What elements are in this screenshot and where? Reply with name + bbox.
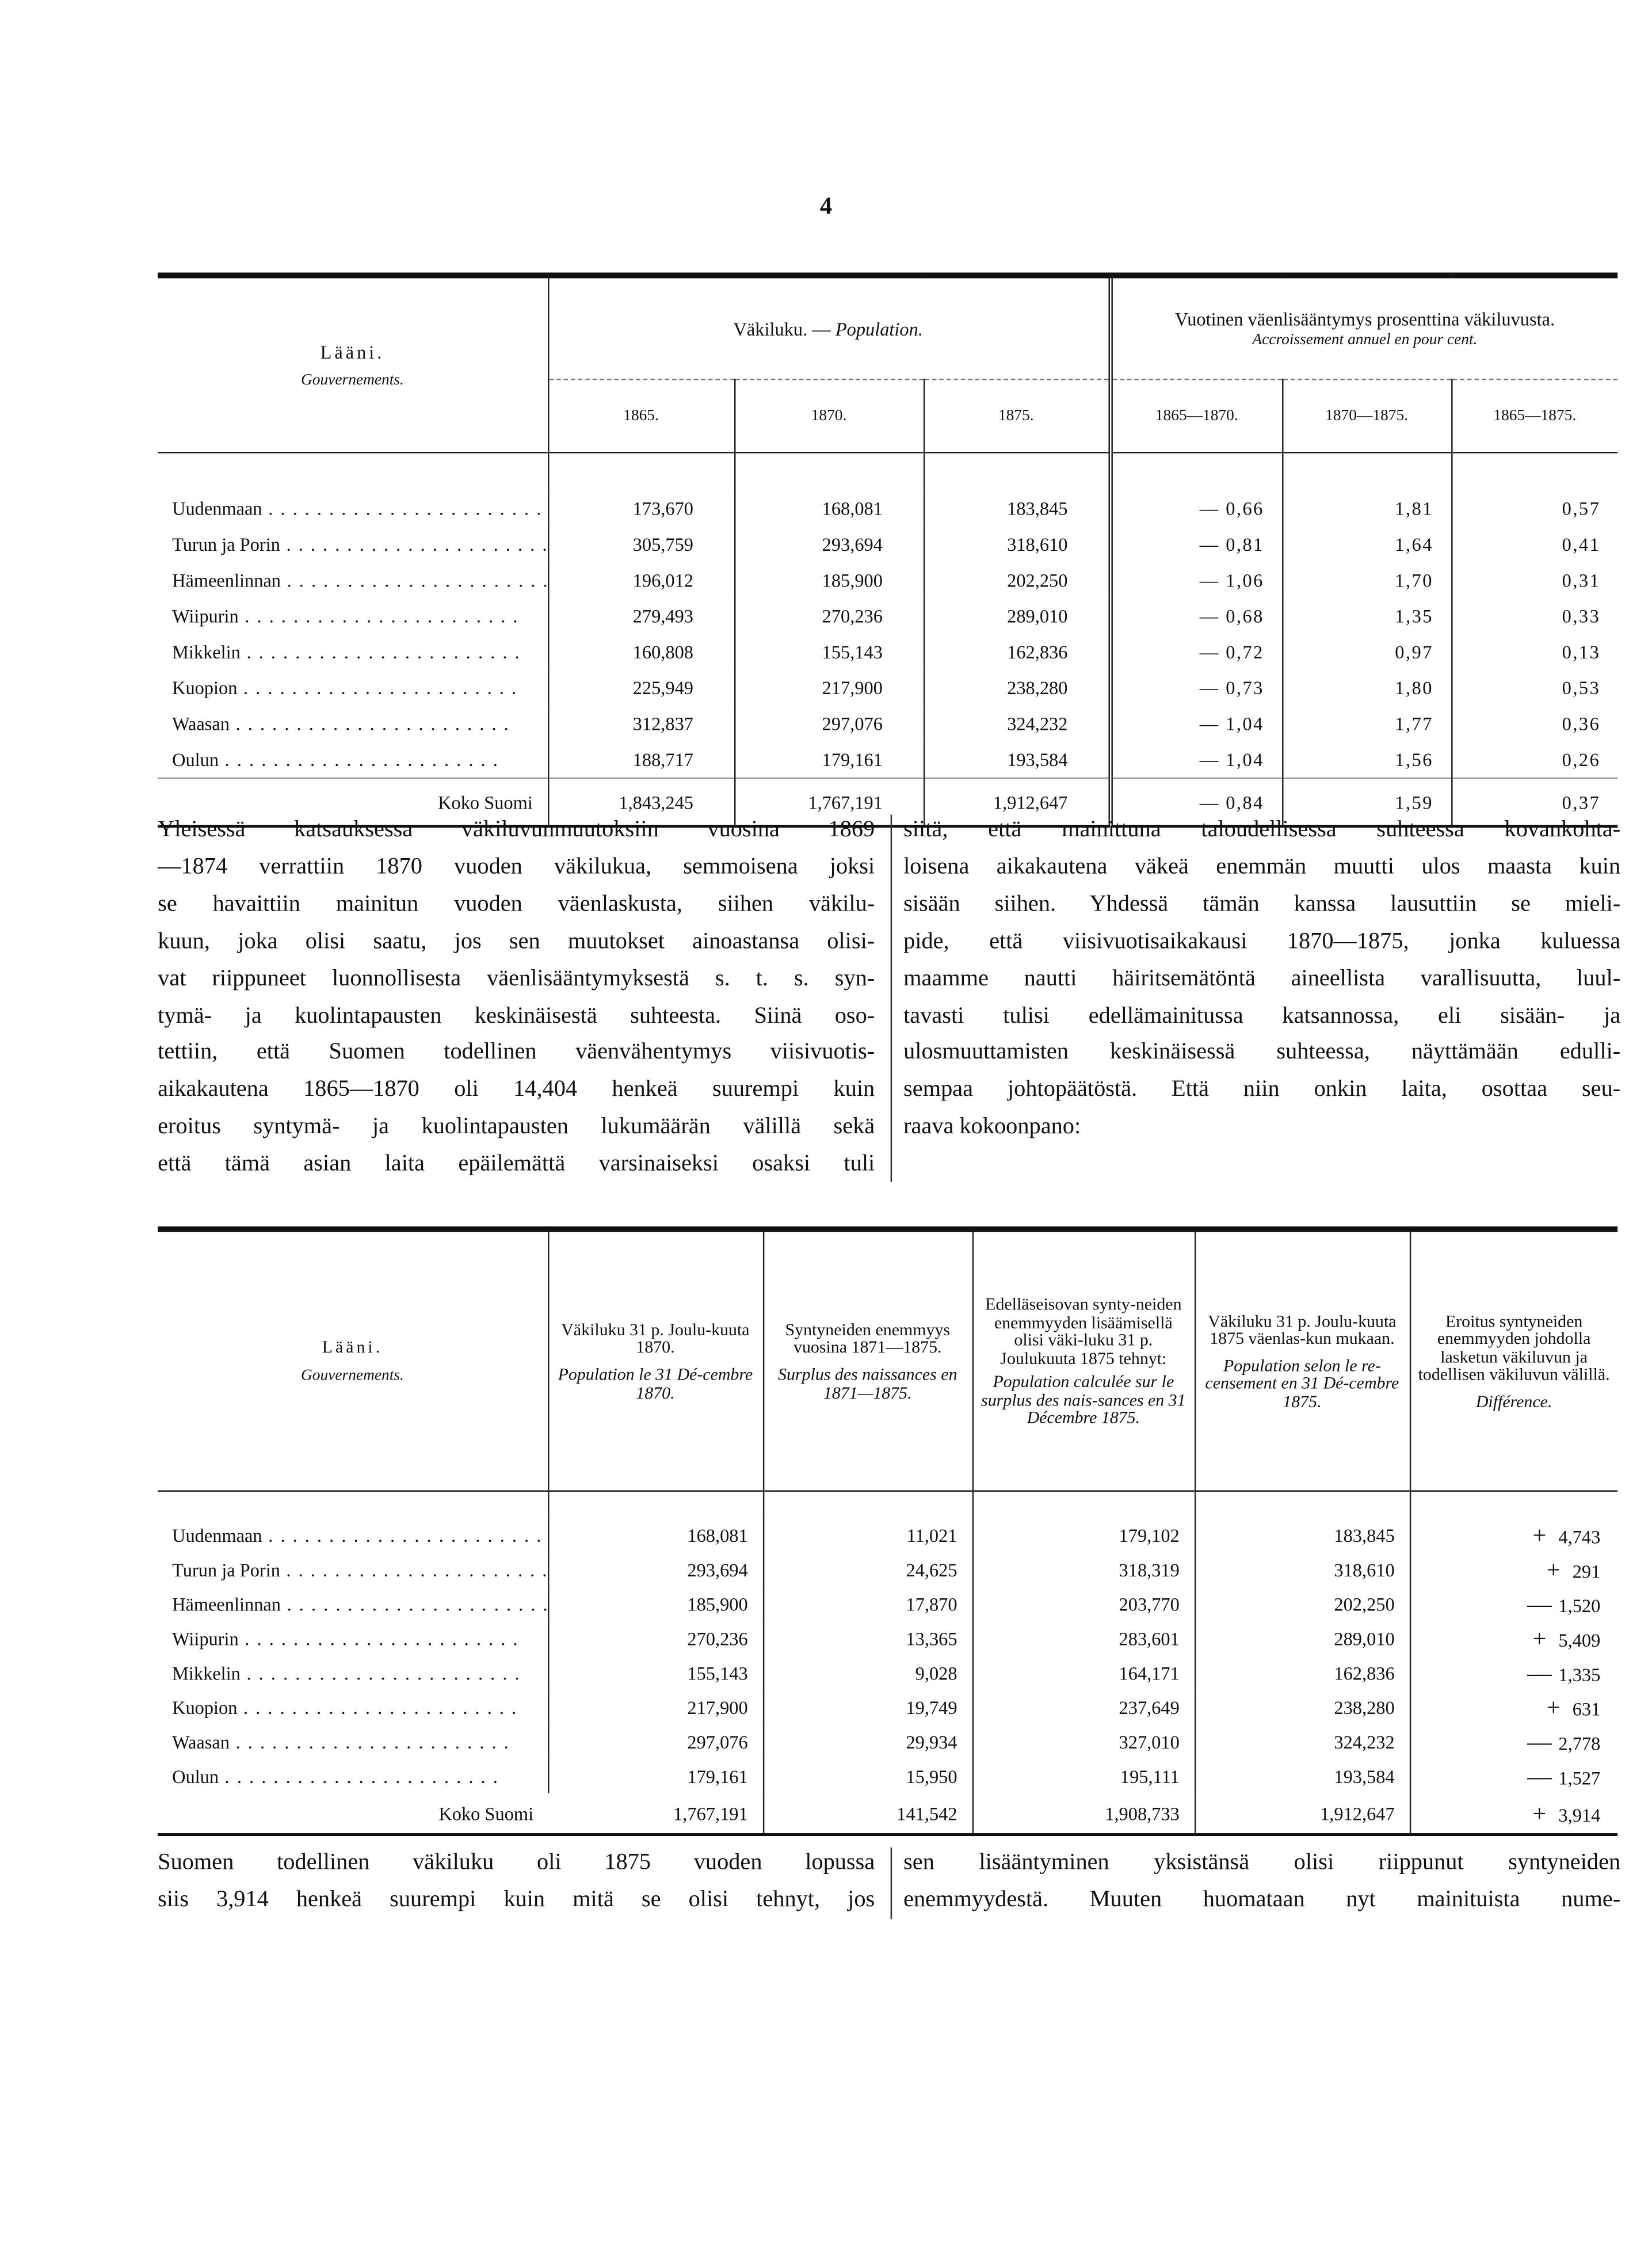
table-row: Kuopion . . . 217,900 19,749 237,649 238,280 + 631 xyxy=(158,1690,1617,1724)
text-column-right: siitä, että mainittuna taloudellisessa suhteessa kovankohta- loisena aikakautena väkeä enemmän muutti ulos maasta kuin sisään siihen. Yhdessä tämän kanssa lausuttiin se mieli- pide, että viisivuotisaikakausi 1870—1875, jonka kuluessa maamme nautti häiritsemätöntä aineellista varallisuutta, luul- tavasti tulisi edellämainitussa katsannossa, eli sisään- ja ulosmuuttamisten keskinäisessä suhteessa, näyttämään edulli- sempaa johtopäätöstä. Että niin onkin laita, osottaa seu- raava kokoonpano: xyxy=(903,816,1621,1140)
header-population-1870: Väkiluku 31 p. Joulu-kuuta 1870. Population le 31 Dé-cembre 1870. xyxy=(548,1229,763,1491)
header-laani-fr: Gouvernements. xyxy=(300,1366,404,1384)
table-row: Oulun . . . 179,161 15,950 195,111 193,584 — 1,527 xyxy=(158,1758,1617,1793)
header-growth-fi: Vuotinen väenlisääntymys prosenttina väkiluvusta. xyxy=(1174,307,1555,329)
period-1865-1870: 1865—1870. xyxy=(1110,379,1282,452)
sign-mark: — xyxy=(1527,1659,1552,1686)
text-column-right: sen lisääntyminen yksistänsä olisi riippunut syntyneiden enemmyydestä. Muuten huomataan nyt mainituista nume- xyxy=(903,1849,1621,1912)
header-vakiluku-fi: Väkiluku. — xyxy=(733,318,831,340)
header-calculated-population: Edelläseisovan synty-neiden enemmyyden lisäämisellä olisi väki-luku 31 p. Joulukuuta 1875 tehnyt: Population calculée sur le surplus des nais-sances en 31 Décembre 1875. xyxy=(972,1229,1195,1491)
total-row: Koko Suomi 1,843,245 1,767,191 1,912,647 — 0,84 1,59 0,37 xyxy=(158,778,1617,826)
table-row: Waasan . . . 297,076 29,934 327,010 324,232 — 2,778 xyxy=(158,1724,1617,1759)
header-census-population-1875: Väkiluku 31 p. Joulu-kuuta 1875 väenlas-kun mukaan. Population selon le re-censement en 31 Dé-cembre 1875. xyxy=(1195,1229,1410,1491)
header-laani-fi: Lääni. xyxy=(320,340,385,363)
header-laani xyxy=(158,276,548,453)
year-1875: 1875. xyxy=(924,379,1110,452)
text-column-left: Yleisessä katsauksessa väkiluvunmuutoksiin vuosina 1869 —1874 verrattiin 1870 vuoden väkilukua, semmoisena joksi se havaittiin mainitun vuoden väenlaskusta, siihen väkilu- kuun, joka olisi saatu, jos sen muutokset ainoastansa olisi- vat riippuneet luonnollisesta väenlisääntymyksestä s. t. s. syn- tymä- ja kuolintapausten keskinäisestä suhteesta. Siinä oso- tettiin, että Suomen todellinen väenvähentymys viisivuotis- aikakautena 1865—1870 oli 14,404 henkeä suurempi kuin eroitus syntymä- ja kuolintapausten lukumäärän välillä sekä että tämä asian laita epäilemättä varsinaiseksi osaksi tuli xyxy=(158,816,875,1176)
period-1870-1875: 1870—1875. xyxy=(1282,379,1451,452)
sign-mark: + xyxy=(1546,1693,1561,1721)
year-1865: 1865. xyxy=(548,379,734,452)
table-row: Oulun . . . 188,717 179,161 193,584 — 1,04 1,56 0,26 xyxy=(158,741,1617,778)
table-row: Wiipurin . . . 270,236 13,365 283,601 289,010 + 5,409 xyxy=(158,1621,1617,1655)
table-row: Turun ja Porin . . . 293,694 24,625 318,319 318,610 + 291 xyxy=(158,1552,1617,1587)
header-growth xyxy=(1110,276,1617,380)
year-1870: 1870. xyxy=(734,379,924,452)
table-row: Wiipurin . . . 279,493 270,236 289,010 — 0,68 1,35 0,33 xyxy=(158,598,1617,634)
table-row: Hämeenlinnan . . . 185,900 17,870 203,770 202,250 — 1,520 xyxy=(158,1586,1617,1621)
table-row: Turun ja Porin . . . 305,759 293,694 318,610 — 0,81 1,64 0,41 xyxy=(158,527,1617,562)
table-row: Mikkelin . . . 160,808 155,143 162,836 — 0,72 0,97 0,13 xyxy=(158,634,1617,670)
sign-mark: + xyxy=(1532,1624,1547,1652)
column-divider xyxy=(891,815,892,1182)
table-row: Kuopion . . . 225,949 217,900 238,280 — 0,73 1,80 0,53 xyxy=(158,670,1617,706)
header-growth-fr: Accroissement annuel en pour cent. xyxy=(1252,330,1478,348)
total-row: Koko Suomi 1,767,191 141,542 1,908,733 1,912,647 + 3,914 xyxy=(158,1793,1617,1834)
header-laani-fr: Gouvernements. xyxy=(300,371,404,388)
header-vakiluku xyxy=(548,276,1110,380)
sign-mark: + xyxy=(1532,1799,1547,1827)
sign-mark: + xyxy=(1546,1555,1561,1583)
header-difference: Eroitus syntyneiden enemmyyden johdolla lasketun väkiluvun ja todellisen väkiluvun välillä. Différence. xyxy=(1410,1229,1617,1491)
page-number: 4 xyxy=(819,192,833,220)
header-birth-surplus: Syntyneiden enemmyys vuosina 1871—1875. Surplus des naissances en 1871—1875. xyxy=(763,1229,972,1491)
sign-mark: — xyxy=(1527,1590,1552,1617)
table-row: Uudenmaan . . . 173,670 168,081 183,845 — 0,66 1,81 0,57 xyxy=(158,490,1617,526)
period-1865-1875: 1865—1875. xyxy=(1451,379,1617,452)
header-vakiluku-fr: Population. xyxy=(835,318,923,340)
table-row: Uudenmaan . . . 168,081 11,021 179,102 183,845 + 4,743 xyxy=(158,1518,1617,1552)
column-divider xyxy=(891,1847,892,1919)
header-laani-fi: Lääni. xyxy=(322,1336,383,1357)
sign-mark: + xyxy=(1532,1521,1547,1549)
population-table-1865-1875 xyxy=(158,273,1617,828)
sign-mark: — xyxy=(1527,1727,1552,1755)
sign-mark: — xyxy=(1527,1762,1552,1790)
table-row: Waasan . . . 312,837 297,076 324,232 — 1,04 1,77 0,36 xyxy=(158,706,1617,741)
text-column-left: Suomen todellinen väkiluku oli 1875 vuoden lopussa siis 3,914 henkeä suurempi kuin mitä se olisi tehnyt, jos xyxy=(158,1849,875,1912)
table-row: Mikkelin . . . 155,143 9,028 164,171 162,836 — 1,335 xyxy=(158,1655,1617,1690)
header-laani xyxy=(158,1229,548,1491)
table-row: Hämeenlinnan . . . 196,012 185,900 202,250 — 1,06 1,70 0,31 xyxy=(158,562,1617,598)
population-comparison-table xyxy=(158,1226,1617,1836)
